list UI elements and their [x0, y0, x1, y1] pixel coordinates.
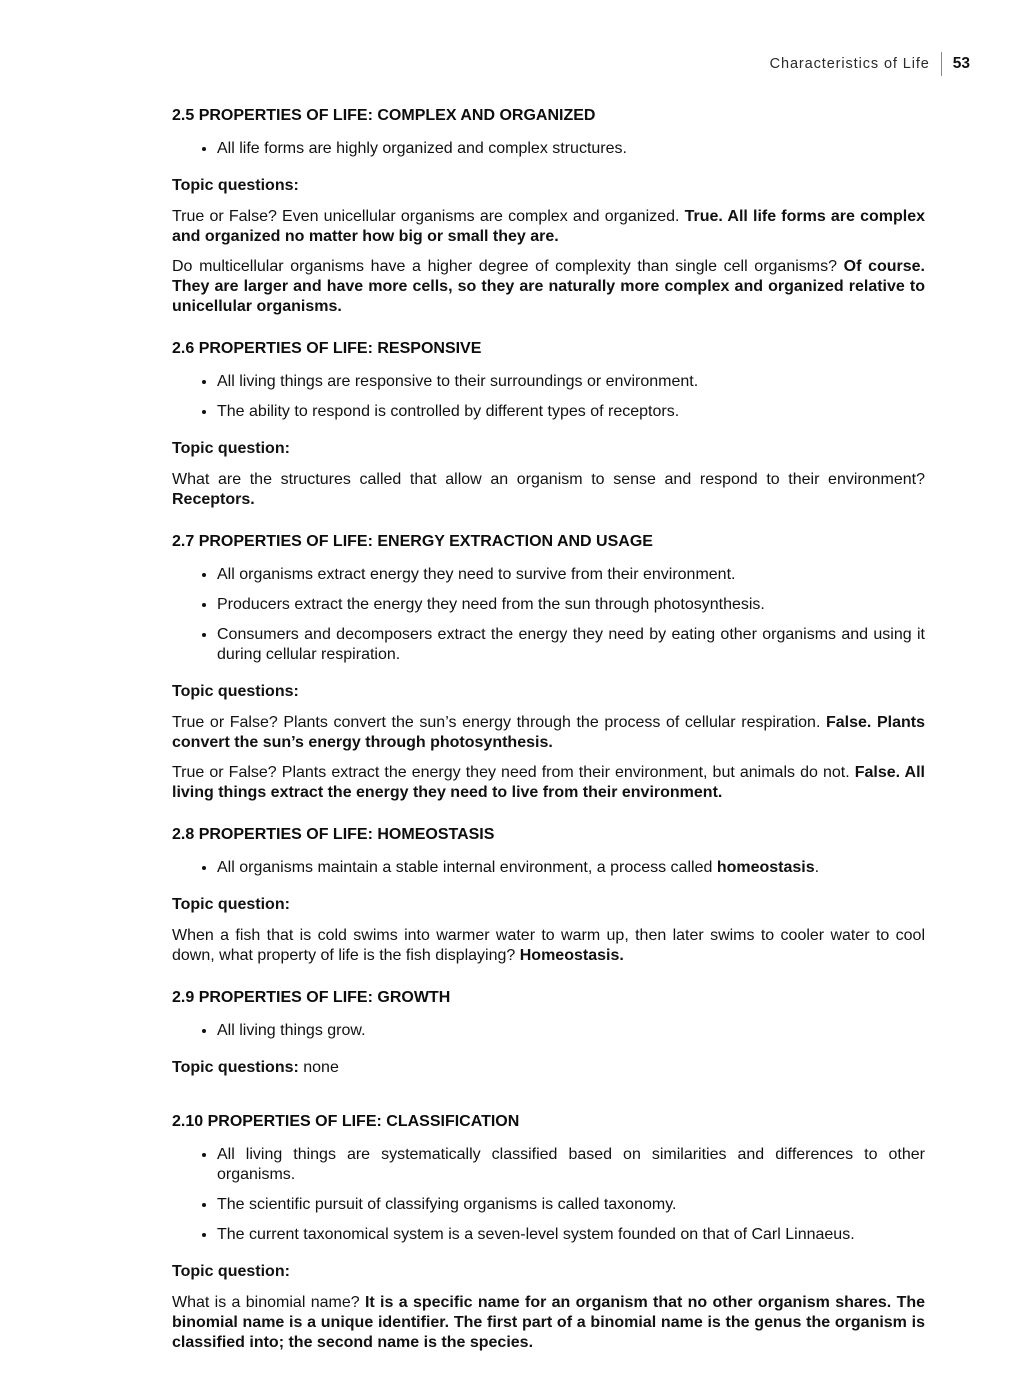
question-text: When a fish that is cold swims into warmer water to warm up, then later swims to cooler water to cool down, what property of life is the fish displaying?: [172, 927, 925, 964]
bullet-list: [172, 1021, 925, 1041]
qa-paragraph: [172, 207, 925, 247]
bullet-item: • Consumers and decomposers extract the energy they need by eating other organisms and using it during cellular respiration.: [217, 625, 925, 665]
header-divider: [941, 52, 942, 76]
answer-text: Of course. They are larger and have more cells, so they are naturally more complex and organized relative to unicellular organisms.: [172, 258, 925, 315]
page-header: [770, 52, 970, 76]
bullet-list: [172, 565, 925, 665]
qa-paragraph: [172, 926, 925, 966]
term-bold: homeostasis: [716, 859, 815, 876]
section-heading: 2.7 PROPERTIES OF LIFE: ENERGY EXTRACTION AND USAGE: [172, 533, 653, 550]
section-2-9: [172, 988, 925, 1078]
bullet-text: All organisms maintain a stable internal environment, a process called: [217, 859, 717, 876]
section-heading: 2.5 PROPERTIES OF LIFE: COMPLEX AND ORGANIZED: [172, 107, 596, 124]
bullet-list: [172, 1145, 925, 1245]
topic-label: Topic question:: [172, 440, 290, 457]
section-2-5: [172, 106, 925, 317]
topic-label: Topic question:: [172, 896, 290, 913]
bullet-item: • All organisms extract energy they need to survive from their environment.: [217, 565, 925, 585]
qa-paragraph: [172, 713, 925, 753]
bullet-text: .: [814, 859, 820, 876]
bullet-item: • All life forms are highly organized and complex structures.: [217, 139, 925, 159]
section-heading: 2.9 PROPERTIES OF LIFE: GROWTH: [172, 989, 451, 1006]
section-heading: 2.10 PROPERTIES OF LIFE: CLASSIFICATION: [172, 1113, 520, 1130]
qa-paragraph: [172, 470, 925, 510]
section-2-10: [172, 1112, 925, 1353]
section-2-7: [172, 532, 925, 803]
question-text: True or False? Even unicellular organisms are complex and organized.: [172, 208, 685, 225]
topic-label-text: Topic questions:: [172, 1059, 299, 1076]
bullet-item: • The scientific pursuit of classifying organisms is called taxonomy.: [217, 1195, 925, 1215]
qa-paragraph: [172, 1293, 925, 1353]
qa-paragraph: [172, 763, 925, 803]
section-heading: 2.8 PROPERTIES OF LIFE: HOMEOSTASIS: [172, 826, 495, 843]
topic-label: Topic question:: [172, 1263, 290, 1280]
running-title: Characteristics of Life: [769, 56, 930, 72]
section-2-8: [172, 825, 925, 966]
answer-text: Homeostasis.: [519, 947, 624, 964]
answer-text: Receptors.: [172, 491, 255, 508]
bullet-item: • The ability to respond is controlled by different types of receptors.: [217, 402, 925, 422]
answer-text: True. All life forms are complex and organized no matter how big or small they are.: [172, 208, 925, 245]
bullet-item: • All living things are systematically classified based on similarities and differences to other organisms.: [217, 1145, 925, 1185]
bullet-list: [172, 858, 925, 878]
question-text: What is a binomial name?: [172, 1294, 365, 1311]
answer-text: False. Plants convert the sun’s energy through photosynthesis.: [172, 714, 925, 751]
section-heading: 2.6 PROPERTIES OF LIFE: RESPONSIVE: [172, 340, 482, 357]
page-number: 53: [952, 55, 970, 72]
bullet-item: • All living things are responsive to their surroundings or environment.: [217, 372, 925, 392]
bullet-item: • The current taxonomical system is a seven-level system founded on that of Carl Linnaeus.: [217, 1225, 925, 1245]
bullet-item: • All living things grow.: [217, 1021, 925, 1041]
section-2-6: [172, 339, 925, 510]
question-text: Do multicellular organisms have a higher degree of complexity than single cell organisms?: [172, 258, 844, 275]
topic-value: none: [298, 1059, 339, 1076]
topic-label: Topic questions:: [172, 177, 299, 194]
topic-label: [172, 1058, 925, 1078]
question-text: True or False? Plants convert the sun’s energy through the process of cellular respiration.: [172, 714, 826, 731]
qa-paragraph: [172, 257, 925, 317]
bullet-list: [172, 139, 925, 159]
bullet-item: [217, 858, 925, 878]
answer-text: False. All living things extract the energy they need to live from their environment.: [172, 764, 926, 801]
topic-label: Topic questions:: [172, 683, 299, 700]
question-text: What are the structures called that allow an organism to sense and respond to their environment?: [172, 471, 925, 488]
bullet-item: • Producers extract the energy they need from the sun through photosynthesis.: [217, 595, 925, 615]
answer-text: It is a specific name for an organism that no other organism shares. The binomial name is a unique identifier. The first part of a binomial name is the genus the organism is classified into; the second name is the species.: [172, 1294, 926, 1351]
question-text: True or False? Plants extract the energy they need from their environment, but animals do not.: [172, 764, 855, 781]
page-content: [172, 106, 925, 1363]
bullet-list: [172, 372, 925, 422]
